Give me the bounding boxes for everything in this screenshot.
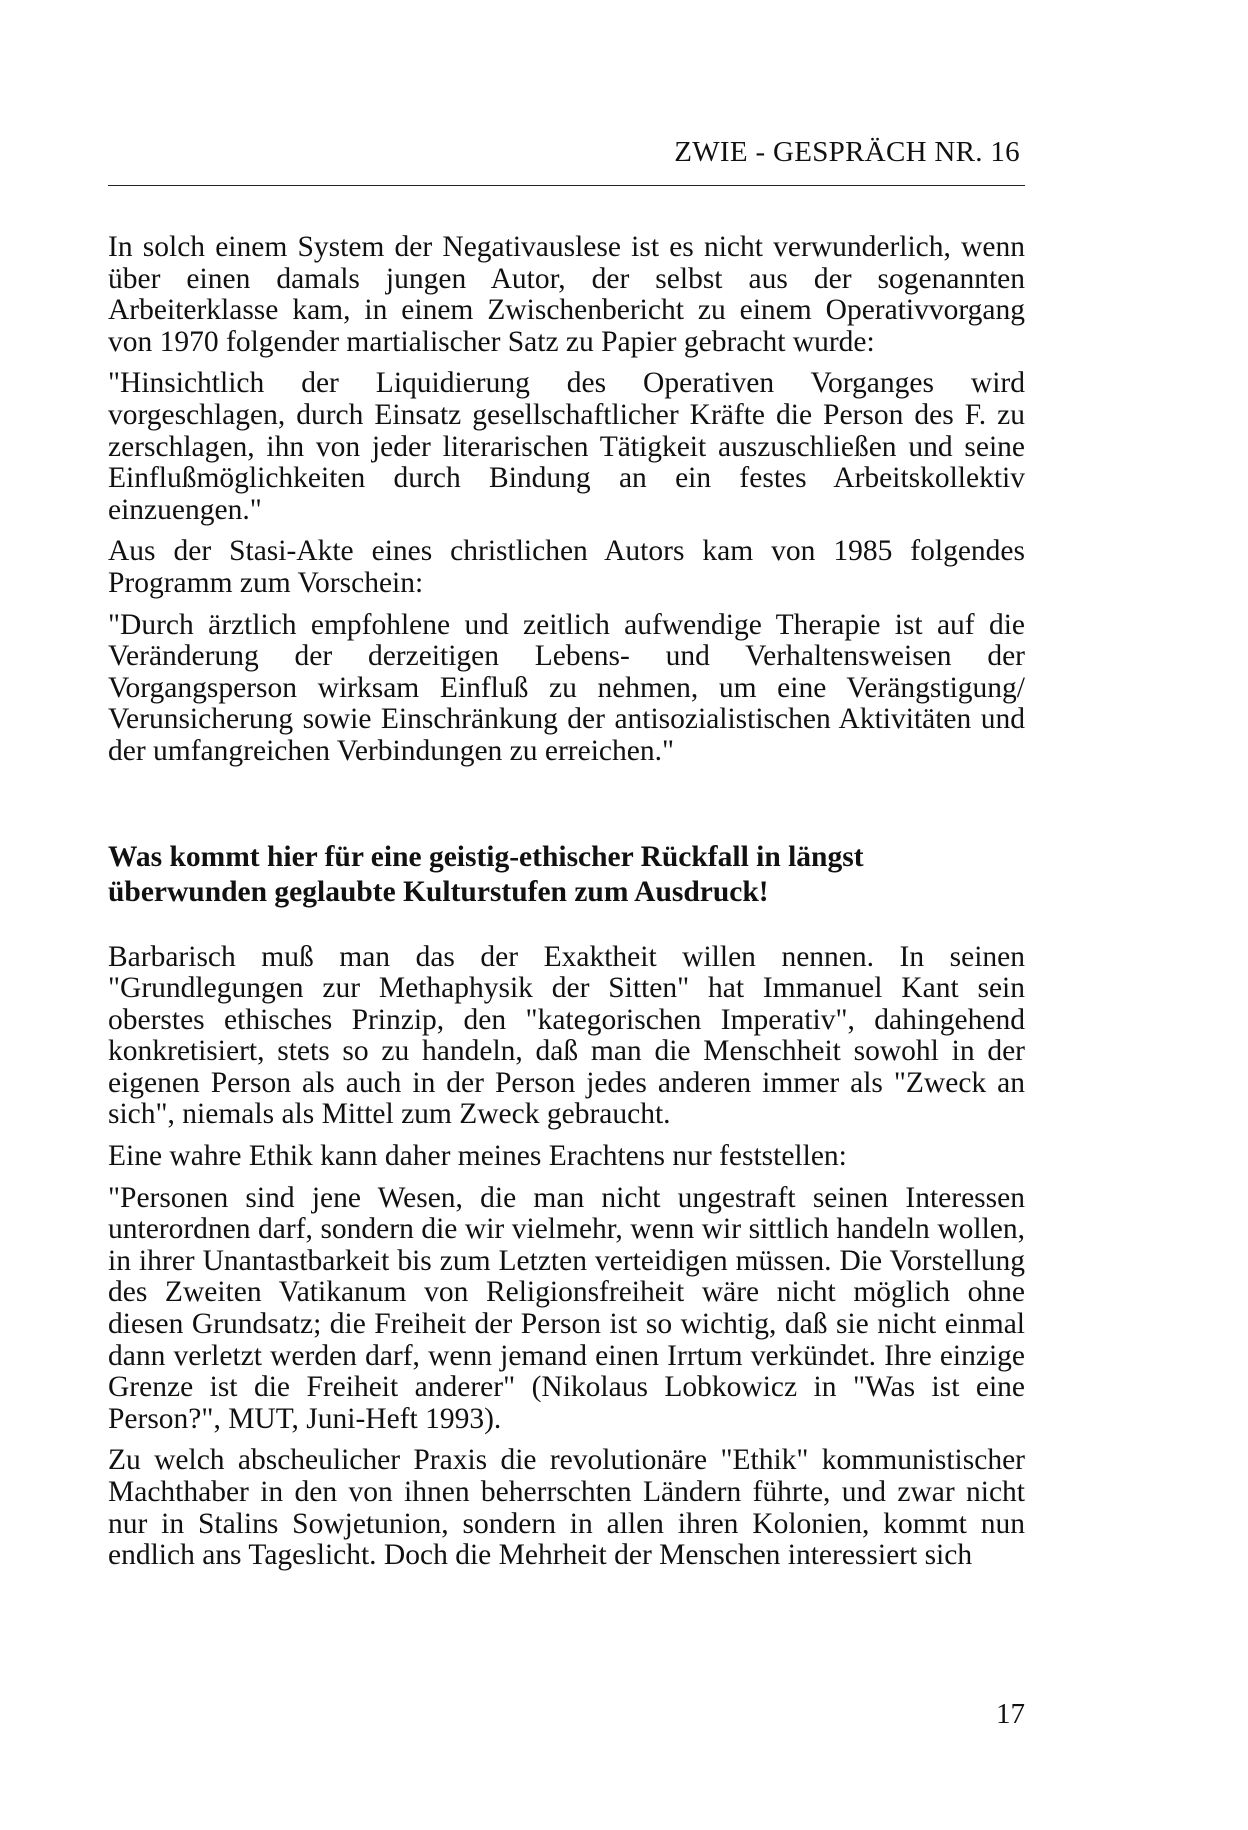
page-number: 17 [996,1698,1025,1730]
paragraph-ethik: Eine wahre Ethik kann daher meines Erachtens nur feststellen: [108,1140,847,1173]
running-header: ZWIE - GESPRÄCH NR. 16 [674,136,1020,168]
body-text [108,232,1025,1572]
paragraph-stasi-1985: Aus der Stasi-Akte eines christlichen Autors kam von 1985 folgendes Programm zum Vorschein: [108,535,1025,599]
paragraph-intro: In solch einem System der Negativauslese ist es nicht verwunderlich, wenn über einen damals jungen Autor, der selbst aus der sogenannten Arbeiterklasse kam, in einem Zwischenbericht zu einem Operativvorgang von 1970 folgender martialischer Satz zu Papier gebracht wurde: [108,231,1025,358]
quote-stasi-1985: "Durch ärztlich empfohlene und zeitlich aufwendige Therapie ist auf die Veränderung der derzeitigen Lebens- und Verhaltensweisen der Vorgangsperson wirksam Einfluß zu nehmen, um eine Verängstigung/ Verunsicherung sowie Einschränkung der antisozialistischen Aktivitäten und der umfangreichen Verbindungen zu erreichen." [108,608,1025,767]
quote-lobkowicz: "Personen sind jene Wesen, die man nicht ungestraft seinen Interessen unterordnen darf, sondern die wir vielmehr, wenn wir sittlich handeln wollen, in ihrer Unantastbarkeit bis zum Letzten verteidigen müssen. Die Vorstellung des Zweiten Vatikanum von Religionsfreiheit wäre nicht möglich ohne diesen Grundsatz; die Freiheit der Person ist so wichtig, daß sie nicht einmal dann verletzt werden darf, wenn jemand einen Irrtum verkündet. Ihre einzige Grenze ist die Freiheit anderer" (Nikolaus Lobkowicz in "Was ist eine Person?", MUT, Juni-Heft 1993). [108,1181,1025,1435]
quote-stasi-1970: "Hinsichtlich der Liquidierung des Operativen Vorganges wird vorgeschlagen, durch Einsatz gesellschaftlicher Kräfte die Person des F. zu zerschlagen, ihn von jeder literarischen Tätigkeit auszuschließen und seine Einflußmöglichkeiten durch Bindung an ein festes Arbeitskollektiv einzuengen." [108,367,1025,526]
header-rule [108,185,1025,186]
section-heading: Was kommt hier für eine geistig-ethischer Rückfall in längst überwunden geglaubte Kulturstufen zum Ausdruck! [108,840,864,908]
paragraph-praxis: Zu welch abscheulicher Praxis die revolutionäre "Ethik" kommunistischer Machthaber in den von ihnen beherrschten Ländern führte, und zwar nicht nur in Stalins Sowjetunion, sondern in allen ihren Kolonien, kommt nun endlich ans Tageslicht. Doch die Mehrheit der Menschen interessiert sich [108,1444,1025,1572]
paragraph-kant: Barbarisch muß man das der Exaktheit willen nennen. In seinen "Grundlegungen zur Methaphysik der Sitten" hat Immanuel Kant sein oberstes ethisches Prinzip, den "kategorischen Imperativ", dahingehend konkretisiert, stets so zu handeln, daß man die Menschheit sowohl in der eigenen Person als auch in der Person jedes anderen immer als "Zweck an sich", niemals als Mittel zum Zweck gebraucht. [108,940,1025,1131]
